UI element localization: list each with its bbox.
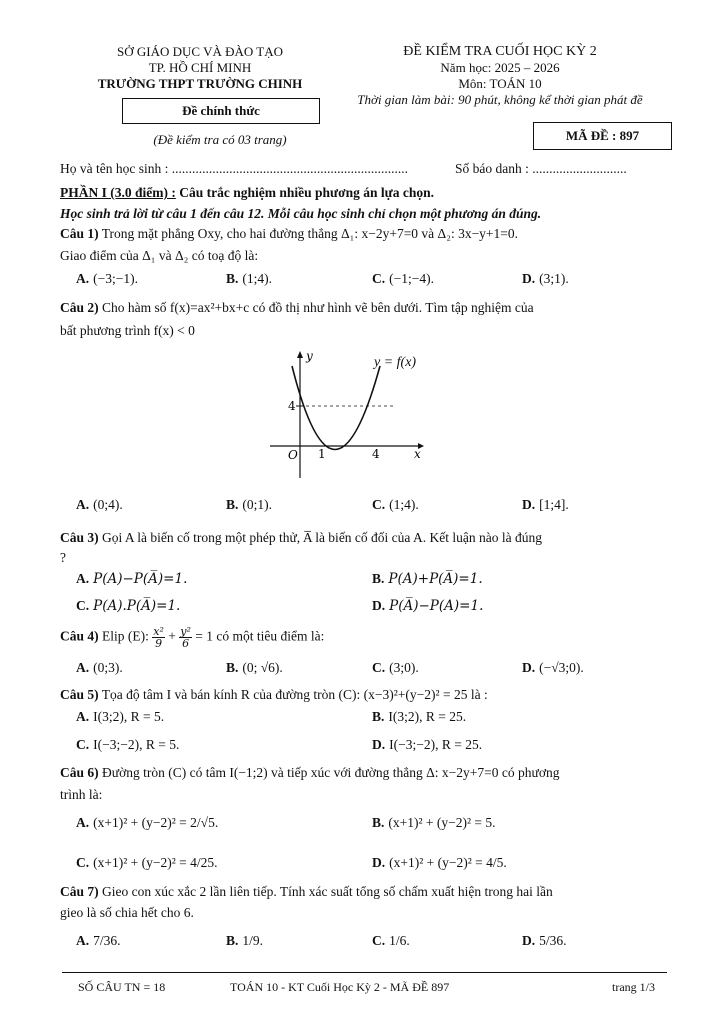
part1-desc: Câu trắc nghiệm nhiều phương án lựa chọn. — [175, 185, 434, 200]
q2-text2: bất phương trình f(x) < 0 — [60, 323, 195, 338]
dept-name: SỞ GIÁO DỤC VÀ ĐÀO TẠO — [117, 44, 283, 59]
part1-heading — [60, 184, 434, 202]
q1-option-b — [226, 271, 272, 287]
q5-body: Tọa độ tâm I và bán kính R của đường tròn (C): (x−3)²+(y−2)² = 25 là : — [98, 687, 488, 702]
q3-text2: ? — [60, 550, 66, 565]
parabola-curve — [292, 366, 380, 450]
q5-option-a — [76, 709, 164, 725]
q7-a-value: 7/36. — [93, 933, 121, 948]
x-tick-label-1: 1 — [318, 447, 326, 461]
q4-c-value: (3;0). — [389, 660, 419, 675]
q2-option-c — [372, 497, 419, 513]
y-num: y² — [180, 625, 191, 638]
q1-option-c — [372, 271, 434, 287]
q7-option-d — [522, 933, 567, 949]
q1-body: Trong mặt phẳng Oxy, cho hai đường thẳng Δ₁: x−2y+7=0 và Δ₂: 3x−y+1=0. — [98, 226, 519, 241]
q7-b-value: 1/9. — [242, 933, 264, 948]
option-letter: B. — [226, 497, 239, 512]
option-letter: C. — [76, 737, 90, 752]
q2-d-value: [1;4]. — [539, 497, 569, 512]
q2-body: Cho hàm số f(x)=ax²+bx+c có đồ thị như hình vẽ bên dưới. Tìm tập nghiệm của — [98, 300, 534, 315]
exam-time: Thời gian làm bài: 90 phút, không kể thời gian phát đề — [357, 92, 643, 107]
part1-instruction: Học sinh trả lời từ câu 1 đến câu 12. Mỗi câu học sinh chỉ chọn một phương án đúng. — [60, 206, 542, 221]
q4-option-d — [522, 660, 584, 676]
option-letter: A. — [76, 933, 90, 948]
q1-option-a — [76, 271, 138, 287]
q6-body: Đường tròn (C) có tâm I(−1;2) và tiếp xúc với đường thẳng Δ: x−2y+7=0 có phương — [98, 765, 560, 780]
q4-a-value: (0;3). — [93, 660, 123, 675]
q3-c-value: P(A).P(A̅)=1. — [93, 598, 181, 614]
option-letter: B. — [372, 571, 385, 586]
official-label: Đề chính thức — [182, 103, 260, 118]
option-letter: B. — [372, 709, 385, 724]
q3-option-d — [372, 598, 483, 614]
footer-title: TOÁN 10 - KT Cuối Học Kỳ 2 - MÃ ĐỀ 897 — [230, 980, 450, 994]
option-letter: D. — [372, 598, 386, 613]
q6-c-value: (x+1)² + (y−2)² = 4/25. — [93, 855, 218, 870]
option-letter: D. — [372, 855, 386, 870]
q4-body-pre: Elip (E): — [98, 628, 153, 644]
q6-a-value: (x+1)² + (y−2)² = 2/√5. — [93, 815, 219, 830]
official-box — [122, 98, 320, 124]
q7-text2: gieo là số chia hết cho 6. — [60, 905, 194, 920]
q4-option-c — [372, 660, 419, 676]
q3-text — [60, 529, 542, 547]
q5-option-c — [76, 737, 179, 753]
option-letter: A. — [76, 660, 90, 675]
q7-d-value: 5/36. — [539, 933, 567, 948]
q4-option-a — [76, 660, 123, 676]
q6-label: Câu 6) — [60, 765, 99, 780]
footer-question-count: SỐ CÂU TN = 18 — [78, 980, 166, 994]
q5-label: Câu 5) — [60, 687, 99, 702]
q5-d-value: I(−3;−2), R = 25. — [389, 737, 483, 752]
q7-option-c — [372, 933, 410, 949]
q6-d-value: (x+1)² + (y−2)² = 4/5. — [389, 855, 507, 870]
option-letter: A. — [76, 709, 90, 724]
option-letter: B. — [226, 271, 239, 286]
option-letter: C. — [372, 933, 386, 948]
x-num: x² — [153, 625, 164, 638]
q6-option-c — [76, 855, 218, 871]
q7-body: Gieo con xúc xắc 2 lần liên tiếp. Tính xác suất tổng số chấm xuất hiện trong hai lần — [98, 884, 553, 899]
q6-option-a — [76, 815, 218, 831]
y-label: y — [306, 349, 313, 363]
q5-text — [60, 686, 488, 704]
q1-c-value: (−1;−4). — [389, 271, 434, 286]
option-letter: B. — [226, 660, 239, 675]
q4-label: Câu 4) — [60, 628, 99, 644]
q4-body-post: có một tiêu điểm là: — [213, 628, 325, 644]
option-letter: D. — [522, 933, 536, 948]
q3-a-value: P(A)−P(A̅)=1. — [93, 571, 188, 587]
q1-text2: Giao điểm của Δ₁ và Δ₂ có toạ độ là: — [60, 248, 259, 263]
q3-label: Câu 3) — [60, 530, 99, 545]
q7-text — [60, 883, 553, 901]
q1-text — [60, 225, 518, 243]
option-letter: A. — [76, 271, 90, 286]
option-letter: D. — [522, 497, 536, 512]
q5-a-value: I(3;2), R = 5. — [93, 709, 165, 724]
function-label: y = f(x) — [374, 355, 417, 370]
option-letter: D. — [522, 271, 536, 286]
q1-option-d — [522, 271, 569, 287]
city-name: TP. HỒ CHÍ MINH — [148, 60, 252, 75]
y-tick-label-4: 4 — [288, 399, 296, 413]
exam-title: ĐỀ KIỂM TRA CUỐI HỌC KỲ 2 — [403, 44, 597, 59]
q6-option-b — [372, 815, 496, 831]
header-right — [330, 44, 670, 108]
ellipse-y-term — [179, 626, 192, 649]
q3-body: Gọi A là biến cố trong một phép thử, A̅ là biến cố đối của A. Kết luận nào là đúng — [98, 530, 543, 545]
option-letter: C. — [76, 855, 90, 870]
q5-b-value: I(3;2), R = 25. — [388, 709, 467, 724]
part1-title: PHẦN I (3.0 điểm) : — [60, 185, 176, 200]
option-letter: C. — [372, 660, 386, 675]
x-tick-label-4: 4 — [372, 447, 380, 461]
q3-option-c — [76, 598, 180, 614]
q2-a-value: (0;4). — [93, 497, 123, 512]
q1-b-value: (1;4). — [242, 271, 273, 286]
q2-b-value: (0;1). — [242, 497, 273, 512]
q3-option-b — [372, 571, 483, 587]
exam-code-box — [533, 122, 672, 150]
q3-b-value: P(A)+P(A̅)=1. — [388, 571, 483, 587]
q1-label: Câu 1) — [60, 226, 99, 241]
q6-text2: trình là: — [60, 787, 103, 802]
q2-text — [60, 299, 534, 317]
option-letter: A. — [76, 497, 90, 512]
q7-option-a — [76, 933, 121, 949]
option-letter: C. — [372, 497, 386, 512]
q2-option-d — [522, 497, 569, 513]
q7-option-b — [226, 933, 263, 949]
q7-label: Câu 7) — [60, 884, 99, 899]
q2-option-b — [226, 497, 272, 513]
q2-label: Câu 2) — [60, 300, 99, 315]
footer-page-number: trang 1/3 — [612, 980, 655, 994]
q3-option-a — [76, 571, 187, 587]
y-axis-arrow — [297, 351, 303, 358]
footer-divider — [62, 972, 667, 973]
ellipse-rhs: = 1 — [195, 628, 214, 644]
q2-c-value: (1;4). — [389, 497, 419, 512]
q1-a-value: (−3;−1). — [93, 271, 138, 286]
option-letter: C. — [76, 598, 90, 613]
q1-d-value: (3;1). — [539, 271, 569, 286]
option-letter: C. — [372, 271, 386, 286]
y-den: 6 — [182, 637, 190, 650]
option-letter: B. — [372, 815, 385, 830]
header-left — [60, 44, 340, 92]
q3-d-value: P(A̅)−P(A)=1. — [389, 598, 484, 614]
q4-b-value: (0; √6). — [242, 660, 283, 675]
q6-option-d — [372, 855, 507, 871]
origin-label: O — [288, 448, 298, 462]
subject: Môn: TOÁN 10 — [458, 76, 542, 91]
pages-note: (Đề kiểm tra có 03 trang) — [153, 132, 287, 147]
ellipse-x-term — [152, 626, 165, 649]
option-letter: A. — [76, 571, 90, 586]
school-name: TRƯỜNG THPT TRƯỜNG CHINH — [97, 76, 303, 91]
q7-c-value: 1/6. — [389, 933, 410, 948]
q2-option-a — [76, 497, 123, 513]
option-letter: A. — [76, 815, 90, 830]
q4-text: Câu 4) Elip (E): $\frac{\text{x²}}{9}$ + $\frac{\text{y²}}{6}$ = 1 có một tiêu điểm là: — [60, 625, 325, 650]
student-id-line: Số báo danh : ............................ — [455, 161, 627, 176]
q5-option-d — [372, 737, 482, 753]
school-year: Năm học: 2025 – 2026 — [440, 60, 560, 75]
q4-option-b — [226, 660, 283, 676]
student-name-line: Họ và tên học sinh : ...................................................................... — [60, 161, 408, 176]
option-letter: D. — [522, 660, 536, 675]
q5-c-value: I(−3;−2), R = 5. — [93, 737, 180, 752]
option-letter: B. — [226, 933, 239, 948]
q4-d-value: (−√3;0). — [539, 660, 584, 675]
x-den: 9 — [155, 637, 163, 650]
option-letter: D. — [372, 737, 386, 752]
q5-option-b — [372, 709, 466, 725]
exam-code: MÃ ĐỀ : 897 — [565, 128, 640, 143]
x-label: x — [414, 447, 421, 461]
q6-text — [60, 764, 559, 782]
q6-b-value: (x+1)² + (y−2)² = 5. — [388, 815, 496, 830]
